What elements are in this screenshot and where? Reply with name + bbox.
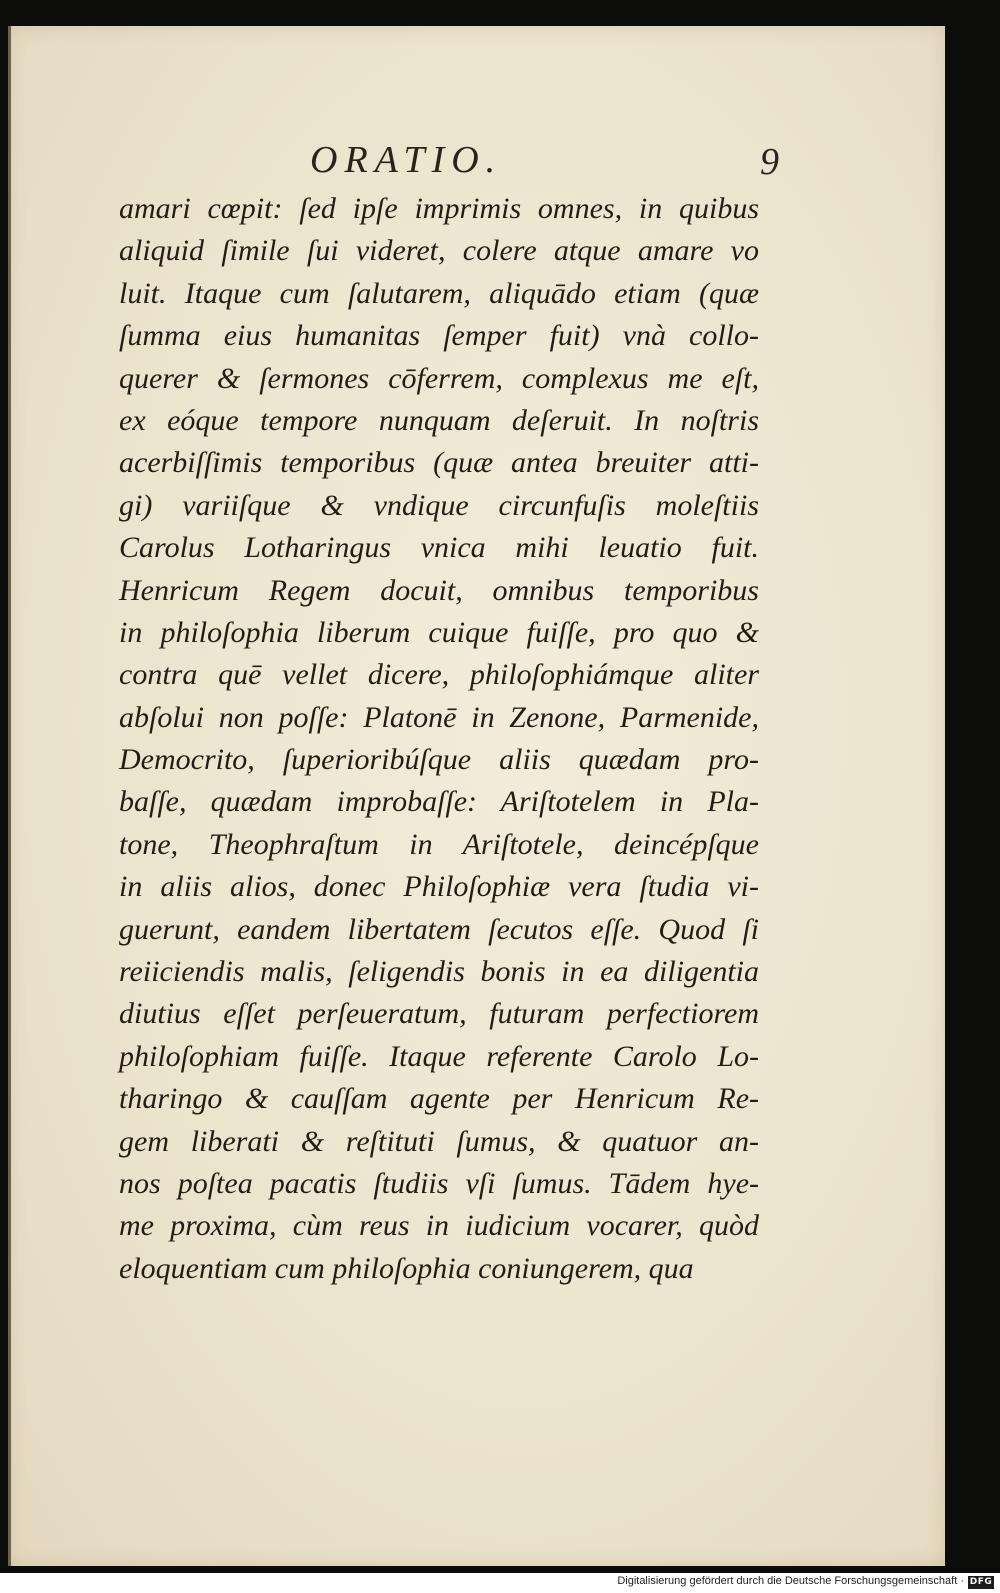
digitization-footer	[0, 1573, 1000, 1593]
text-line: Carolus Lotharingus vnica mihi leuatio fuit.	[119, 531, 759, 565]
text-line: gi) variiſque & vndique circunfuſis moleſtiis	[119, 488, 759, 522]
text-line: tone, Theophraſtum in Ariſtotele, deincépſque	[119, 827, 759, 861]
dfg-logo: DFG	[969, 1577, 993, 1587]
text-line: me proxima, cùm reus in iudicium vocarer, quòd	[119, 1209, 759, 1243]
text-line: nos poſtea pacatis ſtudiis vſi ſumus. Tādem hye-	[119, 1166, 759, 1200]
text-line: luit. Itaque cum ſalutarem, aliquādo etiam (quæ	[119, 276, 759, 310]
book-page	[8, 26, 945, 1566]
text-line: philoſophiam fuiſſe. Itaque referente Carolo Lo-	[119, 1039, 759, 1073]
text-line: gem liberati & reſtituti ſumus, & quatuor an-	[119, 1124, 759, 1158]
text-line: aliquid ſimile ſui videret, colere atque amare vo	[119, 234, 759, 268]
text-line: ſumma eius humanitas ſemper fuit) vnà collo-	[119, 319, 759, 353]
text-line: guerunt, eandem libertatem ſecutos eſſe. Quod ſi	[119, 912, 759, 946]
text-line: in philoſophia liberum cuique fuiſſe, pro quo &	[119, 615, 759, 649]
running-head: ORATIO.	[310, 139, 503, 181]
text-line: ex eóque tempore nunquam deſeruit. In noſtris	[119, 403, 759, 437]
text-line: amari cœpit: ſed ipſe imprimis omnes, in quibus	[119, 192, 759, 225]
text-line: contra quē vellet dicere, philoſophiámque aliter	[119, 658, 759, 692]
text-line: diutius eſſet perſeueratum, futuram perfectiorem	[119, 997, 759, 1031]
text-line: reiiciendis malis, ſeligendis bonis in ea diligentia	[119, 955, 759, 989]
page-header	[8, 138, 945, 188]
text-line: abſolui non poſſe: Platonē in Zenone, Parmenide,	[119, 700, 759, 734]
body-text	[119, 188, 759, 1290]
page-binding-edge	[8, 26, 11, 1566]
text-line: querer & ſermones cōferrem, complexus me eſt,	[119, 361, 759, 395]
funding-credit: Digitalisierung gefördert durch die Deutsche Forschungsgemeinschaft ·	[617, 1575, 964, 1587]
text-line: eloquentiam cum philoſophia coniungerem, qua	[119, 1251, 694, 1285]
text-line: in aliis alios, donec Philoſophiæ vera ſtudia vi-	[119, 870, 759, 904]
text-line: tharingo & cauſſam agente per Henricum Re-	[119, 1082, 759, 1116]
page-number: 9	[760, 141, 779, 183]
text-line: baſſe, quædam improbaſſe: Ariſtotelem in Pla-	[119, 785, 759, 819]
text-line: acerbiſſimis temporibus (quæ antea breuiter atti-	[119, 446, 759, 480]
text-line: Democrito, ſuperioribúſque aliis quædam pro-	[119, 743, 759, 777]
text-line: Henricum Regem docuit, omnibus temporibus	[119, 573, 759, 607]
